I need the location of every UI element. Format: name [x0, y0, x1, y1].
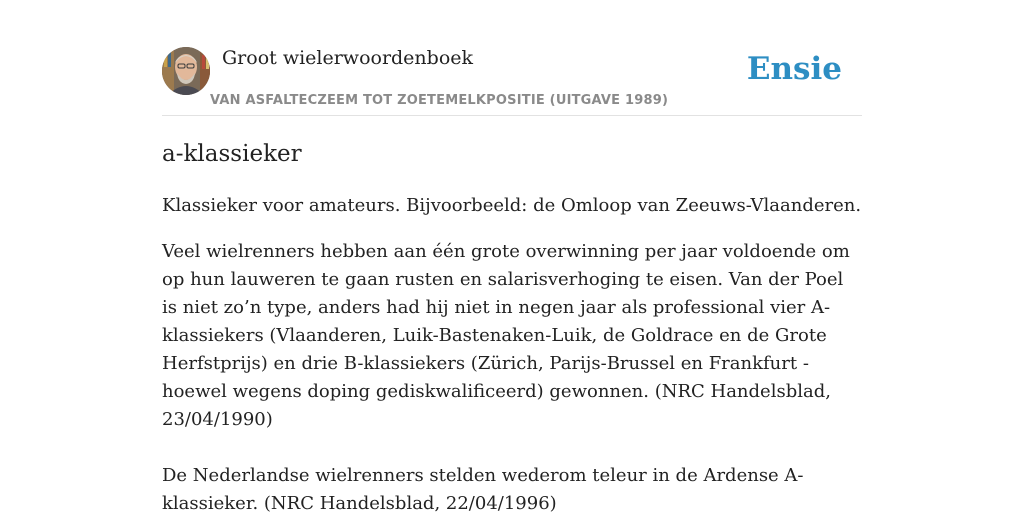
- entry-quote: Veel wielrenners hebben aan één grote overwinning per jaar voldoende om op hun lauweren te gaan rusten en salarisverhoging te eisen. Van der Poel is niet zo’n type, anders had hij niet in negen jaar als professional vier A-klassiekers (Vlaanderen, Luik-Bastenaken-Luik, de Goldrace en de Grote Herfstprijs) en drie B-klassiekers (Zürich, Parijs-Brussel en Frankfurt - hoewel wegens doping gediskwalificeerd) gewonnen. (NRC Handelsblad, 23/04/1990): [162, 241, 850, 430]
- entry-definition: Klassieker voor amateurs. Bijvoorbeeld: de Omloop van Zeeuws-Vlaanderen.: [162, 195, 862, 216]
- entry-headword: a-klassieker: [162, 141, 302, 167]
- author-portrait-icon: [162, 47, 210, 95]
- book-header: [162, 46, 862, 116]
- entry-quote: De Nederlandse wielrenners stelden wederom teleur in de Ardense A-klassieker. (NRC Handelsblad, 22/04/1996): [162, 465, 804, 512]
- book-title[interactable]: Groot wielerwoordenboek: [222, 47, 474, 69]
- entry-content: [162, 138, 862, 512]
- book-subtitle: VAN ASFALTECZEEM TOT ZOETEMELKPOSITIE (UITGAVE 1989): [210, 93, 669, 108]
- ensie-logo-link[interactable]: Ensie: [746, 51, 842, 87]
- header-divider: [162, 115, 862, 116]
- author-avatar[interactable]: [162, 47, 210, 95]
